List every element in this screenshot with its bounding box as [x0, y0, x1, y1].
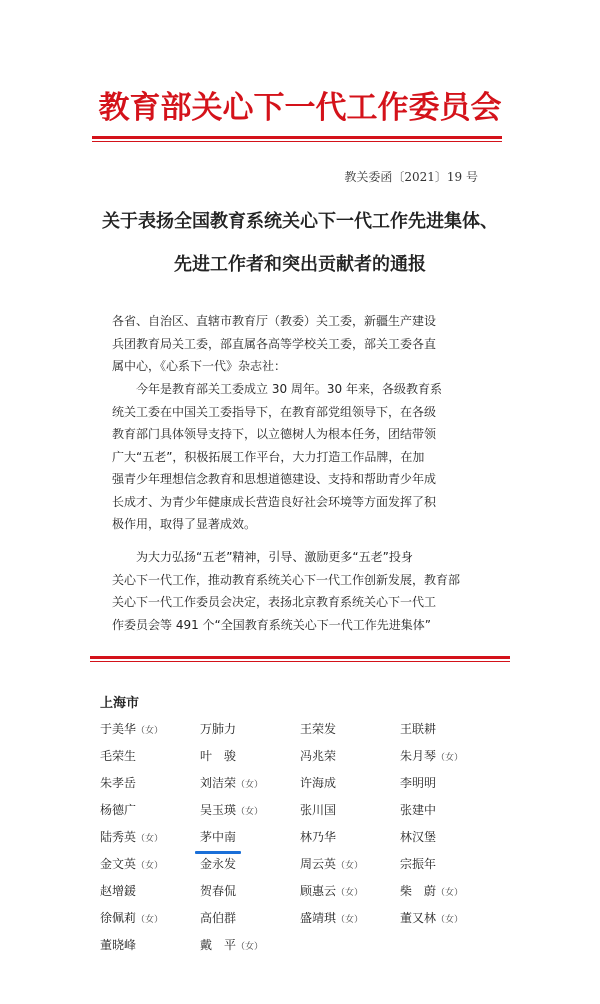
org-title: 教育部关心下一代工作委员会 — [98, 90, 502, 126]
salutation-line: 各省、自治区、直辖市教育厅（教委）关工委，新疆生产建设 — [112, 314, 437, 328]
person-name: 吴玉瑛 — [200, 803, 237, 817]
person-name: 张川国 — [300, 803, 337, 817]
name-entry — [100, 932, 200, 959]
name-entry — [300, 878, 400, 905]
name-entry — [200, 824, 300, 851]
name-entry — [100, 770, 200, 797]
person-name: 宗振年 — [400, 857, 437, 871]
person-name: 于美华 — [100, 722, 137, 736]
paragraph-line: 统关工委在中国关工委指导下，在教育部党组领导下，在各级 — [112, 404, 437, 419]
person-name: 王联耕 — [400, 722, 437, 736]
name-row — [100, 905, 500, 932]
female-tag: （女） — [136, 861, 164, 871]
person-name: 朱月琴 — [400, 749, 437, 763]
name-entry — [200, 716, 300, 743]
female-tag: （女） — [136, 726, 164, 736]
name-entry — [300, 824, 400, 851]
person-name: 万肺力 — [200, 722, 237, 736]
paragraph-line: 长成才、为青少年健康成长营造良好社会环境等方面发挥了积 — [112, 494, 437, 509]
person-name: 高伯群 — [200, 911, 237, 925]
paragraph-line: 为大力弘扬“五老”精神，引导、激励更多“五老”投身 — [136, 550, 413, 564]
name-row — [100, 770, 500, 797]
name-row — [100, 851, 500, 878]
name-entry — [200, 770, 300, 797]
person-name: 柴 蔚 — [400, 884, 437, 898]
name-entry — [100, 851, 200, 878]
name-entry — [200, 932, 300, 959]
name-entry — [400, 743, 500, 770]
person-name: 杨德广 — [100, 803, 137, 817]
name-entry — [200, 878, 300, 905]
highlight-underline — [195, 851, 241, 854]
name-entry — [200, 851, 300, 878]
female-tag: （女） — [236, 807, 264, 817]
name-entry — [200, 905, 300, 932]
paragraph-line: 教育部门具体领导支持下，以立德树人为根本任务，团结带领 — [112, 427, 437, 441]
name-entry — [300, 770, 400, 797]
person-name: 冯兆荣 — [300, 749, 337, 763]
name-entry — [400, 878, 500, 905]
name-entry — [200, 797, 300, 824]
paragraph-line: 强青少年理想信念教育和思想道德建设、支持和帮助青少年成 — [112, 472, 437, 486]
document-title-line-2: 先进工作者和突出贡献者的通报 — [174, 254, 426, 275]
name-entry — [300, 716, 400, 743]
name-row — [100, 797, 500, 824]
paragraph-line: 广大“五老”，积极拓展工作平台，大力打造工作品牌，在加 — [112, 449, 425, 464]
region-heading: 上海市 — [100, 696, 140, 711]
name-row — [100, 932, 500, 959]
person-name: 顾惠云 — [300, 884, 337, 898]
female-tag: （女） — [136, 915, 164, 925]
paragraph-line: 关心下一代工作委员会决定，表扬北京教育系统关心下一代工 — [112, 595, 437, 609]
person-name: 金文英 — [100, 857, 137, 871]
person-name: 陆秀英 — [100, 830, 137, 844]
person-name: 戴 平 — [200, 938, 237, 952]
name-entry — [200, 743, 300, 770]
paragraph-line: 今年是教育部关工委成立 30 周年。30 年来，各级教育系 — [136, 382, 442, 396]
paragraph-line: 作委员会等 491 个“全国教育系统关心下一代工作先进集体” — [112, 617, 431, 632]
person-name: 朱孝岳 — [100, 776, 137, 790]
female-tag: （女） — [436, 915, 464, 925]
person-name: 董又林 — [400, 911, 437, 925]
person-name: 张建中 — [400, 803, 437, 817]
name-row — [100, 824, 500, 851]
paragraph-1 — [112, 378, 488, 536]
name-entry — [400, 716, 500, 743]
name-entry — [100, 716, 200, 743]
name-entry — [100, 905, 200, 932]
name-entry — [400, 770, 500, 797]
paragraph-line: 关心下一代工作，推动教育系统关心下一代工作创新发展，教育部 — [112, 572, 461, 587]
person-name: 刘洁荣 — [200, 776, 237, 790]
name-row — [100, 743, 500, 770]
header-rule-thick — [92, 136, 502, 139]
section-divider — [90, 656, 510, 659]
person-name: 周云英 — [300, 857, 337, 871]
salutation-line: 属中心，《心系下一代》杂志社： — [112, 359, 287, 373]
name-entry — [400, 905, 500, 932]
person-name: 董晓峰 — [100, 938, 137, 952]
document-number: 教关委函〔2021〕19 号 — [344, 170, 478, 184]
female-tag: （女） — [136, 834, 164, 844]
name-entry — [100, 743, 200, 770]
female-tag: （女） — [336, 915, 364, 925]
name-entry — [100, 797, 200, 824]
name-entry — [300, 851, 400, 878]
name-entry — [300, 797, 400, 824]
female-tag: （女） — [436, 753, 464, 763]
person-name: 毛荣生 — [100, 749, 137, 763]
female-tag: （女） — [336, 888, 364, 898]
person-name: 茅中南 — [200, 830, 237, 844]
female-tag: （女） — [236, 780, 264, 790]
person-name: 金永发 — [200, 857, 237, 871]
name-entry — [400, 851, 500, 878]
person-name: 王荣发 — [300, 722, 337, 736]
person-name: 李明明 — [400, 776, 437, 790]
person-name: 林乃华 — [300, 830, 337, 844]
paragraph-line: 极作用，取得了显著成效。 — [112, 517, 257, 531]
person-name: 林汉堡 — [400, 830, 437, 844]
person-name: 叶 骏 — [200, 749, 237, 763]
name-entry — [400, 797, 500, 824]
document-title-line-1: 关于表扬全国教育系统关心下一代工作先进集体、 — [102, 211, 498, 232]
names-grid — [100, 716, 500, 959]
name-entry — [100, 824, 200, 851]
name-entry — [100, 878, 200, 905]
female-tag: （女） — [236, 942, 264, 952]
name-entry — [400, 824, 500, 851]
header-rule-thin — [92, 141, 502, 142]
salutation-line: 兵团教育局关工委，部直属各高等学校关工委，部关工委各直 — [112, 336, 437, 351]
section-divider-thin — [90, 661, 510, 662]
female-tag: （女） — [336, 861, 364, 871]
name-entry — [300, 743, 400, 770]
person-name: 许海成 — [300, 776, 337, 790]
name-row — [100, 878, 500, 905]
person-name: 赵增鍰 — [100, 884, 137, 898]
name-entry — [300, 905, 400, 932]
person-name: 盛靖琪 — [300, 911, 337, 925]
person-name: 徐佩莉 — [100, 911, 137, 925]
salutation — [112, 310, 488, 378]
person-name: 贺春侃 — [200, 884, 237, 898]
paragraph-2 — [112, 546, 488, 636]
name-row — [100, 716, 500, 743]
female-tag: （女） — [436, 888, 464, 898]
